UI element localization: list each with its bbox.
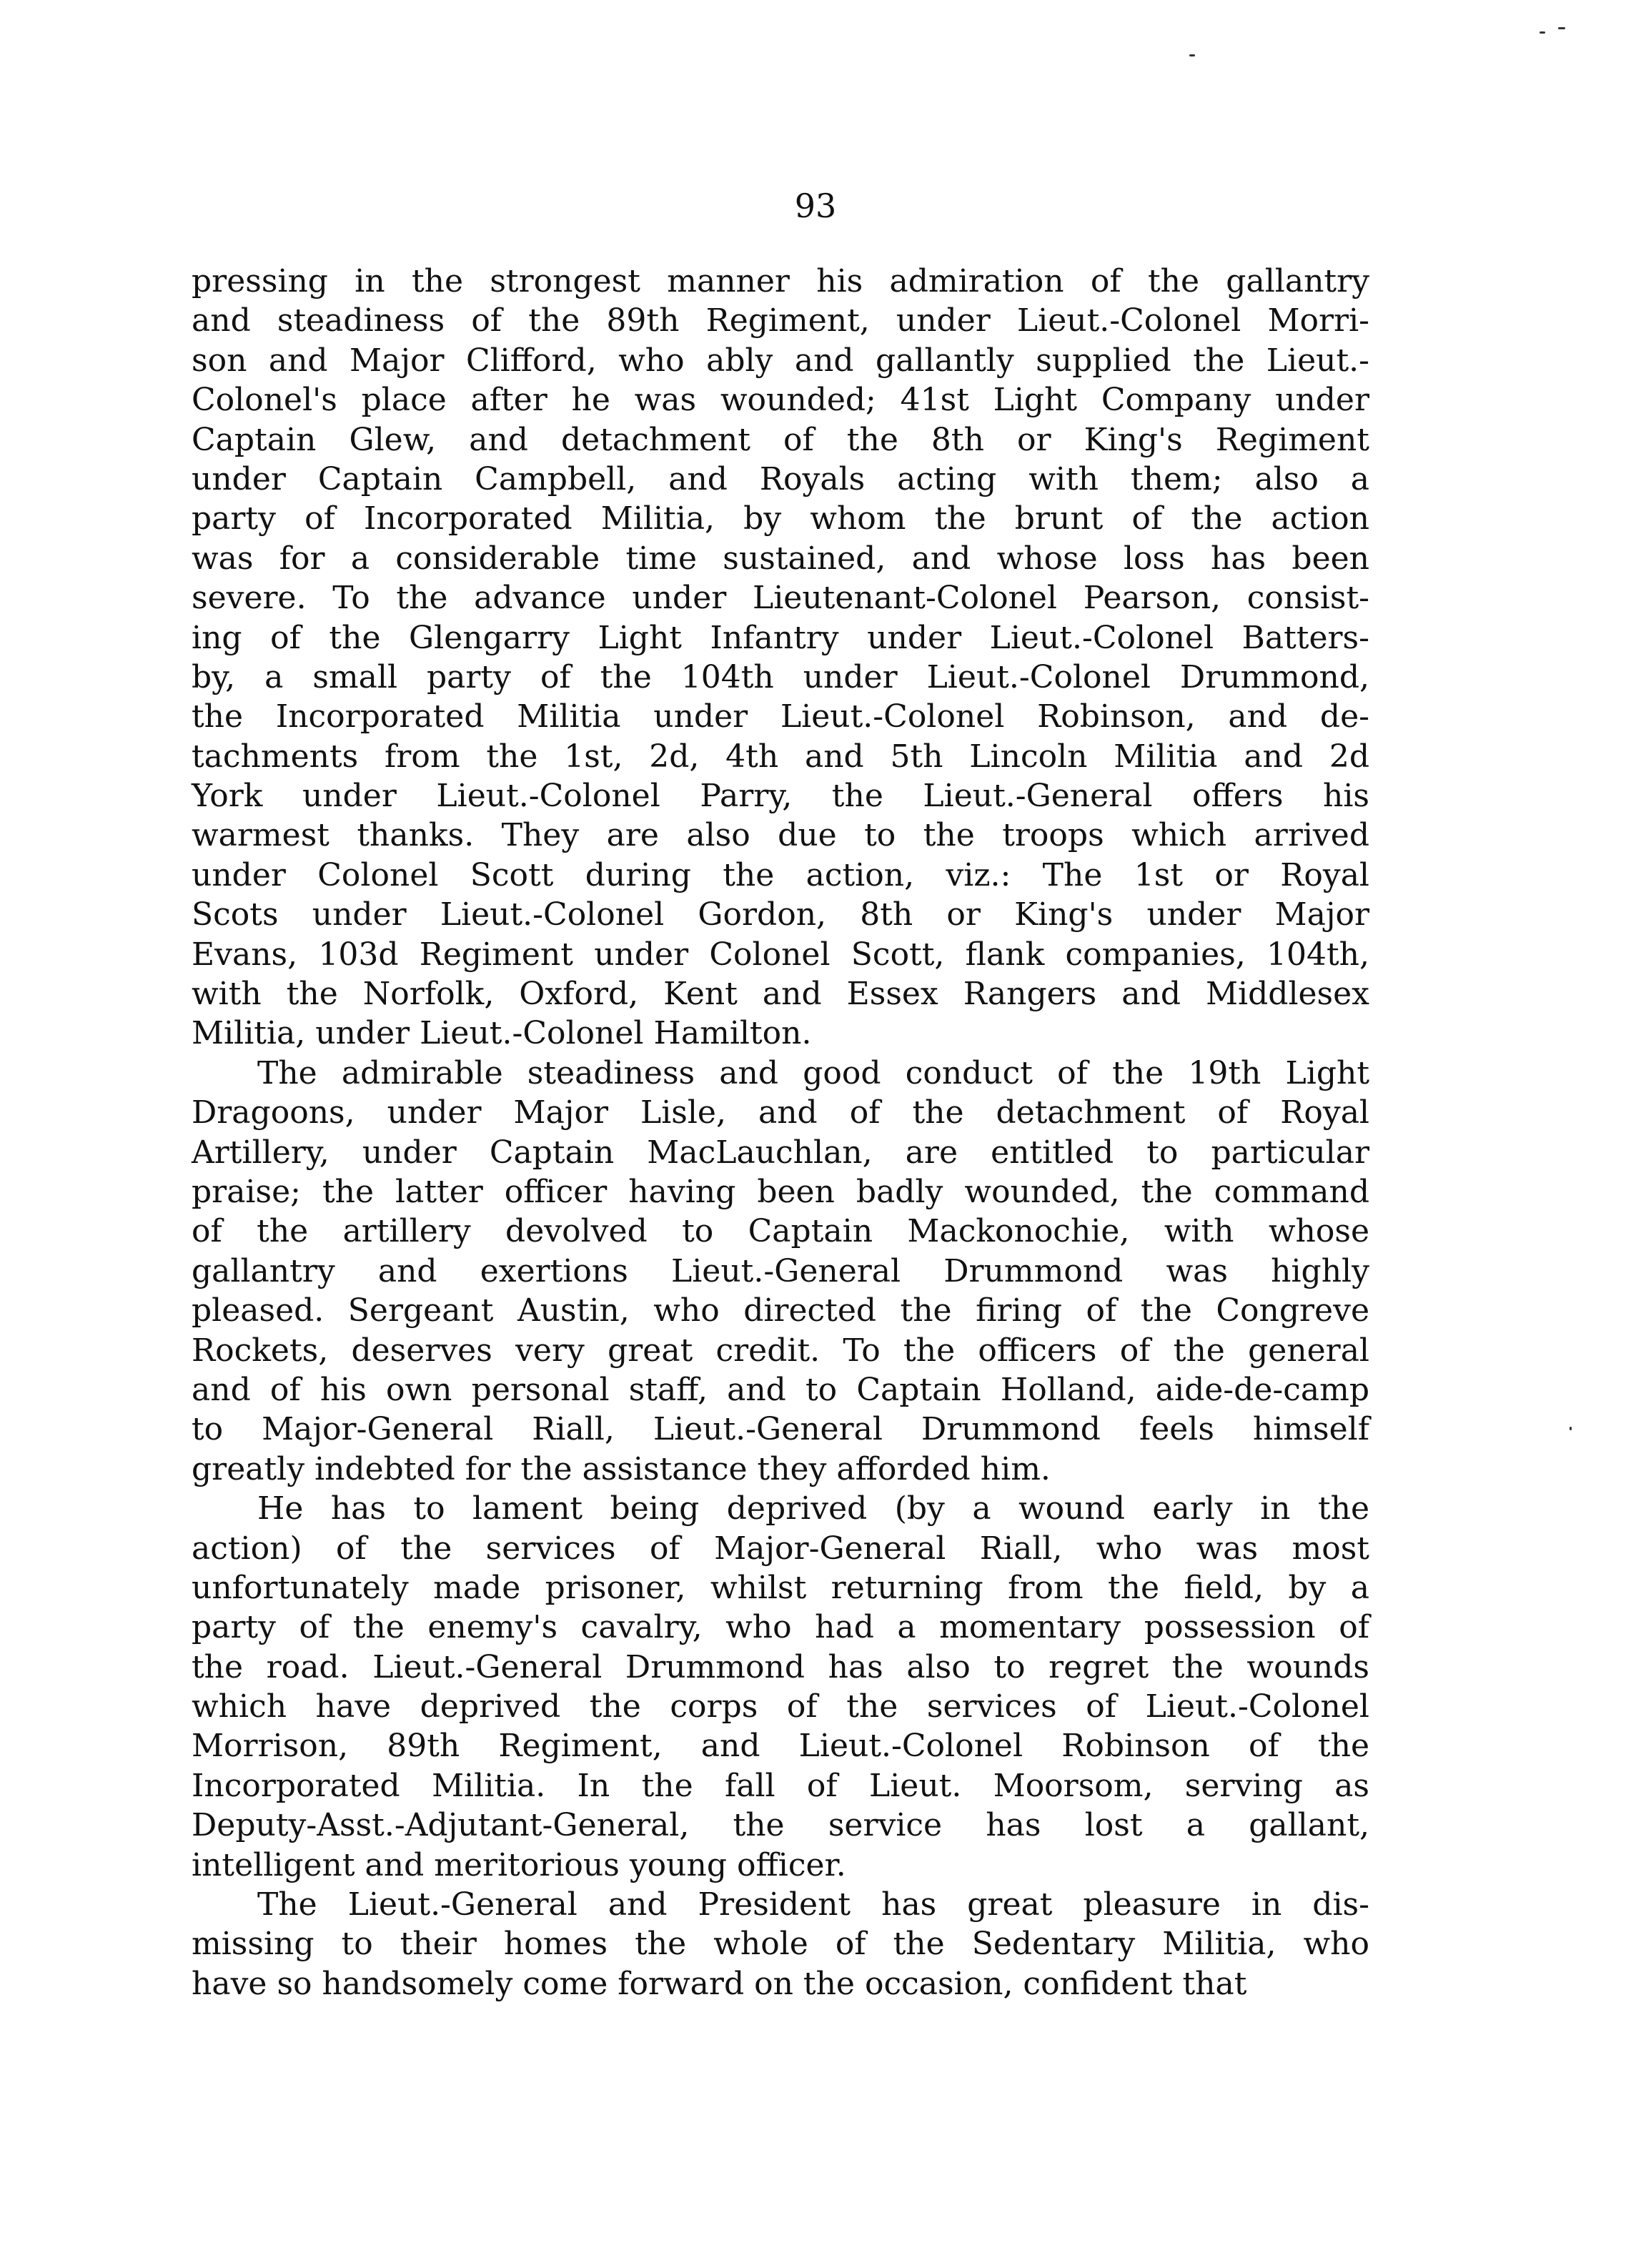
body-text <box>192 262 1369 2004</box>
text-line: and of his own personal staff, and to Captain Holland, aide-de-camp <box>192 1371 1369 1408</box>
scan-speck <box>1540 31 1545 34</box>
text-line: unfortunately made prisoner, whilst returning from the field, by a <box>192 1569 1369 1606</box>
text-line: The Lieut.-General and President has great pleasure in dis- <box>257 1886 1369 1923</box>
text-line: Deputy-Asst.-Adjutant-General, the service has lost a gallant, <box>192 1807 1369 1844</box>
text-line: have so handsomely come forward on the occasion, confident that <box>192 1965 1247 2002</box>
text-line: party of Incorporated Militia, by whom the brunt of the action <box>192 500 1369 538</box>
text-line: of the artillery devolved to Captain Mackonochie, with whose <box>192 1213 1369 1250</box>
text-line: by, a small party of the 104th under Lieut.-Colonel Drummond, <box>192 658 1369 695</box>
paragraph <box>192 1885 1369 2004</box>
page-number: 93 <box>794 187 837 225</box>
scan-speck <box>1189 54 1195 56</box>
paragraph <box>192 1489 1369 1885</box>
text-line: the road. Lieut.-General Drummond has also to regret the wounds <box>192 1648 1369 1685</box>
text-line: the Incorporated Militia under Lieut.-Colonel Robinson, and de- <box>192 698 1369 736</box>
text-line: Evans, 103d Regiment under Colonel Scott, flank companies, 104th, <box>192 936 1369 973</box>
text-line: warmest thanks. They are also due to the troops which arrived <box>192 817 1369 854</box>
text-line: party of the enemy's cavalry, who had a momentary possession of <box>192 1609 1369 1646</box>
text-line: Incorporated Militia. In the fall of Lieut. Moorsom, serving as <box>192 1767 1369 1804</box>
text-line: He has to lament being deprived (by a wound early in the <box>257 1490 1369 1527</box>
text-line: Rockets, deserves very great credit. To the officers of the general <box>192 1332 1369 1369</box>
text-line: which have deprived the corps of the services of Lieut.-Colonel <box>192 1688 1369 1725</box>
paragraph <box>192 1054 1369 1489</box>
text-line: pressing in the strongest manner his admiration of the gallantry <box>192 263 1369 299</box>
text-line: Morrison, 89th Regiment, and Lieut.-Colonel Robinson of the <box>192 1728 1369 1765</box>
text-line: under Colonel Scott during the action, viz.: The 1st or Royal <box>192 856 1369 893</box>
text-line: Captain Glew, and detachment of the 8th or King's Regiment <box>192 421 1369 458</box>
text-line: action) of the services of Major-General Riall, who was most <box>192 1530 1369 1567</box>
text-line: with the Norfolk, Oxford, Kent and Essex Rangers and Middlesex <box>192 976 1369 1013</box>
text-line: pleased. Sergeant Austin, who directed the firing of the Congreve <box>192 1292 1369 1329</box>
text-line: The admirable steadiness and good conduct of the 19th Light <box>257 1054 1369 1091</box>
scan-speck <box>1570 1427 1572 1430</box>
scan-speck <box>1558 27 1565 29</box>
text-line: was for a considerable time sustained, and whose loss has been <box>192 540 1369 577</box>
paragraph <box>192 262 1369 1054</box>
text-line: under Captain Campbell, and Royals acting with them; also a <box>192 460 1369 497</box>
text-line: ing of the Glengarry Light Infantry under Lieut.-Colonel Batters- <box>192 619 1369 656</box>
text-line: Colonel's place after he was wounded; 41st Light Company under <box>192 382 1369 419</box>
text-line: gallantry and exertions Lieut.-General Drummond was highly <box>192 1252 1369 1289</box>
text-line: Dragoons, under Major Lisle, and of the detachment of Royal <box>192 1094 1369 1131</box>
text-line: praise; the latter officer having been badly wounded, the command <box>192 1173 1369 1210</box>
text-line: Artillery, under Captain MacLauchlan, are entitled to particular <box>192 1134 1369 1171</box>
text-line: and steadiness of the 89th Regiment, under Lieut.-Colonel Morri- <box>192 302 1369 340</box>
text-line: tachments from the 1st, 2d, 4th and 5th Lincoln Militia and 2d <box>192 738 1369 775</box>
text-line: to Major-General Riall, Lieut.-General Drummond feels himself <box>192 1411 1369 1448</box>
text-line: Scots under Lieut.-Colonel Gordon, 8th or King's under Major <box>192 896 1369 934</box>
text-line: intelligent and meritorious young officer. <box>192 1846 846 1883</box>
text-line: missing to their homes the whole of the Sedentary Militia, who <box>192 1926 1369 1963</box>
text-line: York under Lieut.-Colonel Parry, the Lieut.-General offers his <box>192 778 1369 815</box>
text-line: son and Major Clifford, who ably and gallantly supplied the Lieut.- <box>192 342 1369 379</box>
text-line: severe. To the advance under Lieutenant-Colonel Pearson, consist- <box>192 580 1369 617</box>
text-line: Militia, under Lieut.-Colonel Hamilton. <box>192 1015 812 1052</box>
text-line: greatly indebted for the assistance they afforded him. <box>192 1450 1051 1487</box>
